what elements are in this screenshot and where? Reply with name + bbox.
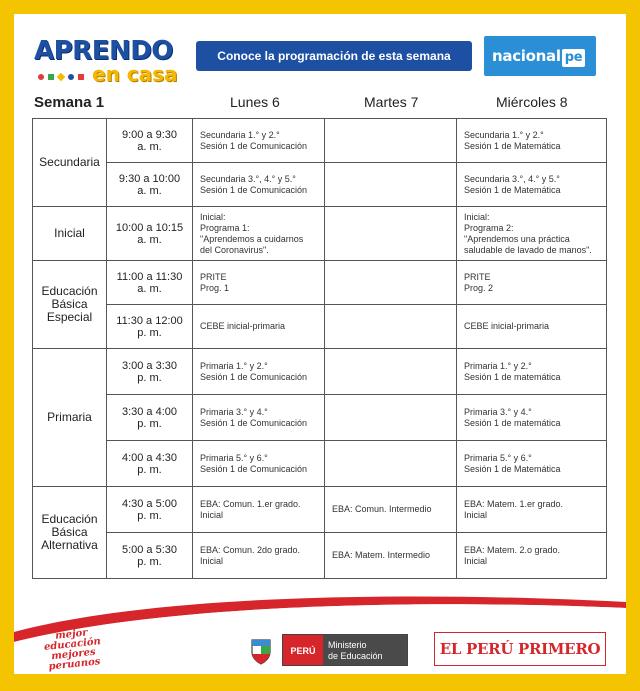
table-row <box>33 119 607 163</box>
time-slot: 4:00 a 4:30 p. m. <box>107 441 193 487</box>
program-lunes: Primaria 1.° y 2.° Sesión 1 de Comunicación <box>193 349 325 395</box>
program-martes: EBA: Matem. Intermedio <box>325 533 457 579</box>
level-secundaria: Secundaria <box>33 119 107 207</box>
el-peru-primero-logo: EL PERÚ PRIMERO <box>434 632 606 666</box>
program-lunes: Primaria 3.° y 4.° Sesión 1 de Comunicación <box>193 395 325 441</box>
level-educacion-basica-especial: Educación Básica Especial <box>33 261 107 349</box>
week-title: Semana 1 <box>34 94 105 111</box>
program-lunes: EBA: Comun. 1.er grado. Inicial <box>193 487 325 533</box>
level-primaria: Primaria <box>33 349 107 487</box>
slogan-mejor-educacion: mejor educación mejores peruanos <box>43 627 102 673</box>
table-row <box>33 349 607 395</box>
program-martes <box>325 163 457 207</box>
table-row <box>33 533 607 579</box>
program-martes <box>325 119 457 163</box>
program-miercoles: CEBE inicial-primaria <box>457 305 607 349</box>
logo-text-aprendo: APRENDO <box>34 36 173 66</box>
program-miercoles: Primaria 1.° y 2.° Sesión 1 de matemática <box>457 349 607 395</box>
program-martes <box>325 395 457 441</box>
program-miercoles: Primaria 5.° y 6.° Sesión 1 de Matemática <box>457 441 607 487</box>
table-row <box>33 207 607 261</box>
program-lunes: EBA: Comun. 2do grado. Inicial <box>193 533 325 579</box>
program-miercoles: Primaria 3.° y 4.° Sesión 1 de matemática <box>457 395 607 441</box>
program-lunes: Secundaria 1.° y 2.° Sesión 1 de Comunicación <box>193 119 325 163</box>
column-header-lunes: Lunes 6 <box>230 94 280 110</box>
time-slot: 10:00 a 10:15 a. m. <box>107 207 193 261</box>
column-header-martes: Martes 7 <box>364 94 419 110</box>
table-row <box>33 261 607 305</box>
time-slot: 3:00 a 3:30 p. m. <box>107 349 193 395</box>
peru-coat-of-arms-icon <box>246 636 276 666</box>
time-slot: 3:30 a 4:00 p. m. <box>107 395 193 441</box>
program-lunes: Inicial: Programa 1: "Aprendemos a cuidarnos del Coronavirus". <box>193 207 325 261</box>
program-martes <box>325 207 457 261</box>
time-slot: 9:30 a 10:00 a. m. <box>107 163 193 207</box>
table-row <box>33 395 607 441</box>
ministerio-educacion-logo <box>282 634 408 666</box>
time-slot: 11:00 a 11:30 a. m. <box>107 261 193 305</box>
program-lunes: PRITE Prog. 1 <box>193 261 325 305</box>
program-miercoles: Inicial: Programa 2: "Aprendemos una práctica saludable de lavado de manos". <box>457 207 607 261</box>
program-martes: EBA: Comun. Intermedio <box>325 487 457 533</box>
time-slot: 9:00 a 9:30 a. m. <box>107 119 193 163</box>
tv-brand: nacional <box>492 47 561 65</box>
tv-nacional-logo <box>484 36 596 76</box>
schedule-table <box>32 118 607 579</box>
program-miercoles: EBA: Matem. 1.er grado. Inicial <box>457 487 607 533</box>
table-row <box>33 305 607 349</box>
program-martes <box>325 441 457 487</box>
program-lunes: Secundaria 3.°, 4.° y 5.° Sesión 1 de Comunicación <box>193 163 325 207</box>
program-lunes: Primaria 5.° y 6.° Sesión 1 de Comunicación <box>193 441 325 487</box>
table-row <box>33 487 607 533</box>
program-martes <box>325 305 457 349</box>
time-slot: 4:30 a 5:00 p. m. <box>107 487 193 533</box>
program-miercoles: EBA: Matem. 2.o grado. Inicial <box>457 533 607 579</box>
time-slot: 5:00 a 5:30 p. m. <box>107 533 193 579</box>
ministerio-label: Ministerio de Educación <box>323 635 407 665</box>
logo-dots-icon <box>38 74 84 80</box>
table-row <box>33 441 607 487</box>
program-lunes: CEBE inicial-primaria <box>193 305 325 349</box>
page-frame <box>14 14 626 674</box>
program-miercoles: PRITE Prog. 2 <box>457 261 607 305</box>
program-martes <box>325 349 457 395</box>
column-header-miercoles: Miércoles 8 <box>496 94 568 110</box>
level-educacion-basica-alternativa: Educación Básica Alternativa <box>33 487 107 579</box>
program-martes <box>325 261 457 305</box>
logo-text-en-casa: en casa <box>92 62 178 86</box>
time-slot: 11:30 a 12:00 p. m. <box>107 305 193 349</box>
peru-label: PERÚ <box>283 635 323 665</box>
table-row <box>33 163 607 207</box>
programming-banner: Conoce la programación de esta semana <box>196 41 472 71</box>
tv-suffix: pe <box>562 49 586 67</box>
aprendo-en-casa-logo <box>34 36 184 92</box>
level-inicial: Inicial <box>33 207 107 261</box>
program-miercoles: Secundaria 3.°, 4.° y 5.° Sesión 1 de Matemática <box>457 163 607 207</box>
program-miercoles: Secundaria 1.° y 2.° Sesión 1 de Matemática <box>457 119 607 163</box>
